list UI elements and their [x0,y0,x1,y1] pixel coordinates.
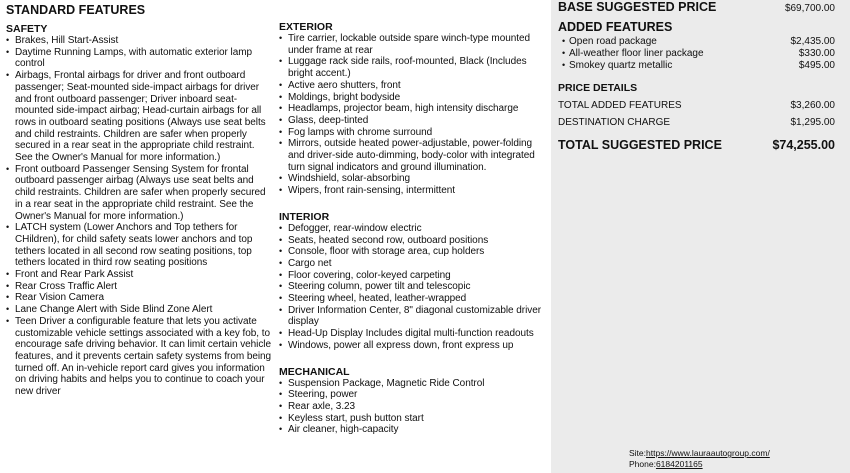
total-price-row [551,138,850,152]
added-feature-item [558,48,835,60]
feature-item: • Windows, power all express down, front express up [279,340,545,352]
total-price-value: $74,255.00 [772,138,835,153]
interior-heading: INTERIOR [279,210,330,223]
base-price-value: $69,700.00 [784,3,835,14]
total-added-value: $3,260.00 [790,100,835,112]
added-feature-price: $330.00 [798,47,835,59]
feature-item: • Airbags, Frontal airbags for driver and front outboard passenger; Seat-mounted side-impact airbags for driver and front outboard passenger; Driver inboard seat-mounted side-impact airbag; Head-curtain airbags for all rows in outboard seating positions (Always use seat belts and child restraints. Children are safer when properly secured in a rear seat in the appropriate child restraint. See the Owner's Manual for more information.) [6,70,272,164]
destination-row [551,117,850,128]
added-features-heading: ADDED FEATURES [558,20,673,34]
pricing-panel [551,0,850,473]
feature-item: • Wipers, front rain-sensing, intermittent [279,185,545,197]
feature-item: • Fog lamps with chrome surround [279,127,545,139]
feature-item: • Glass, deep-tinted [279,115,545,127]
page-title: STANDARD FEATURES [6,3,146,17]
feature-item: • Lane Change Alert with Side Blind Zone Alert [6,304,272,316]
added-feature-price: $495.00 [798,59,835,71]
feature-item: • Suspension Package, Magnetic Ride Control [279,378,545,390]
added-feature-name: • All-weather floor liner package [562,48,704,60]
feature-item: • Floor covering, color-keyed carpeting [279,270,545,282]
base-price-label: BASE SUGGESTED PRICE [558,0,717,14]
feature-item: • Steering column, power tilt and telescopic [279,281,545,293]
feature-item: • Active aero shutters, front [279,80,545,92]
phone-link[interactable]: 6184201165 [655,459,703,469]
added-feature-item [558,60,835,72]
safety-list [6,35,272,398]
feature-item: • Rear Vision Camera [6,292,272,304]
interior-list [279,223,545,352]
feature-item: • Brakes, Hill Start-Assist [6,35,272,47]
added-feature-price: $2,435.00 [790,36,835,47]
total-price-label: TOTAL SUGGESTED PRICE [558,138,722,153]
feature-item: • Tire carrier, lockable outside spare winch-type mounted under frame at rear [279,33,545,56]
feature-item: • Front outboard Passenger Sensing System for frontal outboard passenger airbag (Always use seat belts and child restraints. Children are safer when properly secured in a rear seat in the appropriate child restraint. See the Owner's Manual for more information.) [6,164,272,223]
added-feature-name: • Smokey quartz metallic [562,60,672,72]
feature-item: • Head-Up Display Includes digital multi-function readouts [279,328,545,340]
feature-item: • Windshield, solar-absorbing [279,173,545,185]
feature-item: • Rear axle, 3.23 [279,401,545,413]
total-added-row [551,100,850,111]
feature-item: • Headlamps, projector beam, high intensity discharge [279,103,545,115]
phone-line [629,459,770,470]
base-price-row [551,0,850,14]
feature-item: • LATCH system (Lower Anchors and Top tethers for CHildren), for child safety seats lower anchors and top tethers located in all second row seating positions, top tethers located in third row seating positions [6,222,272,269]
feature-item: • Defogger, rear-window electric [279,223,545,235]
site-link[interactable]: https://www.lauraautogroup.com/ [646,448,770,458]
added-feature-name: • Open road package [562,36,657,48]
price-details-heading: PRICE DETAILS [558,82,638,95]
feature-item: • Mirrors, outside heated power-adjustable, power-folding and driver-side auto-dimming, body-color with integrated turn signal indicators and ground illumination. [279,138,545,173]
exterior-heading: EXTERIOR [279,21,333,33]
feature-item: • Front and Rear Park Assist [6,269,272,281]
feature-item: • Steering wheel, heated, leather-wrapped [279,293,545,305]
phone-label: Phone: [629,459,656,469]
feature-item: • Console, floor with storage area, cup holders [279,246,545,258]
dealer-footer [629,448,770,470]
feature-item: • Seats, heated second row, outboard positions [279,235,545,247]
safety-heading: SAFETY [6,23,48,35]
feature-item: • Steering, power [279,389,545,401]
feature-item: • Teen Driver a configurable feature that lets you activate customizable vehicle settings associated with a key fob, to encourage safe driving behavior. It can limit certain vehicle features, and it prevents certain safety systems from being turned off. An in-vehicle report card gives you information on driving habits and helps you to continue to coach your new driver [6,316,272,398]
mechanical-heading: MECHANICAL [279,365,350,378]
feature-item: • Cargo net [279,258,545,270]
feature-item: • Driver Information Center, 8" diagonal customizable driver display [279,305,545,328]
exterior-list [279,33,545,197]
middle-column [279,0,545,436]
feature-item: • Daytime Running Lamps, with automatic exterior lamp control [6,47,272,70]
destination-value: $1,295.00 [790,117,835,129]
left-column [6,0,272,398]
site-label: Site: [629,448,647,458]
feature-item: • Luggage rack side rails, roof-mounted, Black (Includes bright accent.) [279,56,545,79]
feature-item: • Rear Cross Traffic Alert [6,281,272,293]
feature-item: • Moldings, bright bodyside [279,92,545,104]
feature-item: • Keyless start, push button start [279,413,545,425]
added-features-list [551,36,850,71]
destination-label: DESTINATION CHARGE [558,117,671,129]
total-added-label: TOTAL ADDED FEATURES [558,100,682,112]
mechanical-list [279,378,545,437]
site-line [629,448,770,459]
added-feature-item [558,36,835,48]
feature-item: • Air cleaner, high-capacity [279,424,545,436]
